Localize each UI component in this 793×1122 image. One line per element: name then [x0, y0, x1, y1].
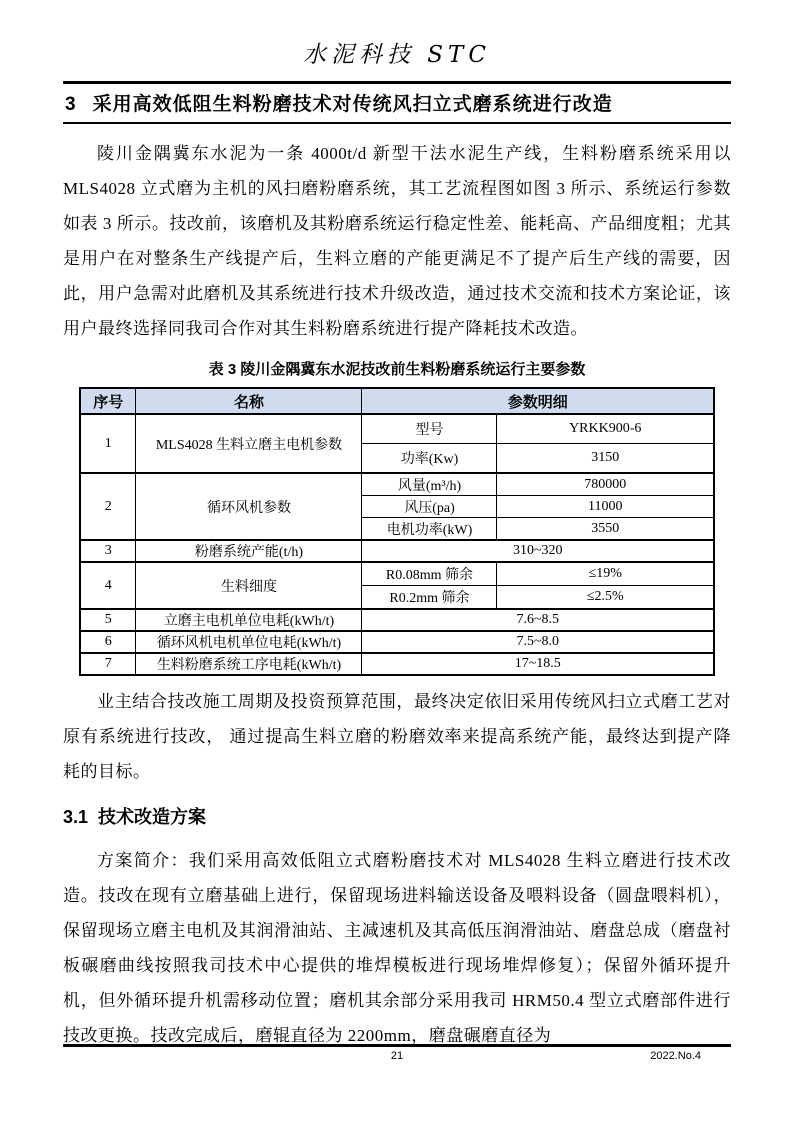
section-heading	[63, 84, 731, 122]
subsection-heading	[63, 801, 731, 831]
paragraph-decision: 业主结合技改施工周期及投资预算范围，最终决定依旧采用传统风扫立式磨工艺对原有系统进行技改， 通过提高生料立磨的粉磨效率来提高系统产能，最终达到提产降耗的目标。	[63, 692, 731, 781]
table-row	[80, 653, 714, 675]
row-name-cell: 生料粉磨系统工序电耗(kWh/t)	[136, 653, 362, 675]
param-value-cell: 7.6~8.5	[362, 609, 714, 631]
parameters-table	[79, 387, 715, 676]
paragraph-plan: 方案简介：我们采用高效低阻立式磨粉磨技术对 MLS4028 生料立磨进行技术改造。技改在现有立磨基础上进行，保留现场进料输送设备及喂料设备（圆盘喂料机），保留现场立磨主电机及其润滑油站、主减速机及其高低压润滑油站、磨盘总成（磨盘衬板碾磨曲线按照我司技术中心提供的堆焊模板进行现场堆焊修复）；保留外循环提升机，但外循环提升机需移动位置；磨机其余部分采用我司 HRM50.4 型立式磨部件进行技改更换。技改完成后，磨辊直径为 2200mm，磨盘碾磨直径为	[63, 851, 731, 1045]
param-label-cell: 型号	[362, 414, 497, 444]
row-name-cell: 循环风机参数	[136, 473, 362, 540]
subsection-number: 3.1	[63, 807, 89, 827]
journal-title: 水泥科技 STC	[302, 42, 491, 68]
issue-number: 2022.No.4	[650, 1050, 701, 1062]
table-row	[80, 414, 714, 444]
row-no-cell: 1	[80, 414, 136, 473]
row-no-cell: 3	[80, 540, 136, 562]
row-no-cell: 4	[80, 562, 136, 609]
row-name-cell: 立磨主电机单位电耗(kWh/t)	[136, 609, 362, 631]
row-no-cell: 6	[80, 631, 136, 653]
table-caption: 表 3 陵川金隅冀东水泥技改前生料粉磨系统运行主要参数	[208, 361, 586, 378]
row-no-cell: 5	[80, 609, 136, 631]
param-value-cell: YRKK900-6	[497, 414, 714, 444]
subsection-title: 技术改造方案	[98, 807, 207, 827]
param-label-cell: 风压(pa)	[362, 496, 497, 518]
param-value-cell: ≤19%	[497, 562, 714, 586]
heading-underline	[63, 122, 731, 124]
footer-divider	[63, 1044, 731, 1047]
param-value-cell: ≤2.5%	[497, 586, 714, 610]
table-header-row	[80, 388, 714, 414]
row-no-cell: 2	[80, 473, 136, 540]
paragraph-intro: 陵川金隅冀东水泥为一条 4000t/d 新型干法水泥生产线，生料粉磨系统采用以 MLS4028 立式磨为主机的风扫磨粉磨系统，其工艺流程图如图 3 所示、系统运行参数如表 3 所示。技改前，该磨机及其粉磨系统运行稳定性差、能耗高、产品细度粗；尤其是用户在对整条生产线提产后，生料立磨的产能更满足不了提产后生产线的需要，因此，用户急需对此磨机及其系统进行技术升级改造，通过技术交流和技术方案论证，该用户最终选择同我司合作对其生料粉磨系统进行提产降耗技术改造。	[63, 144, 731, 338]
page-content	[63, 0, 731, 1053]
param-value-cell: 780000	[497, 473, 714, 496]
table-row	[80, 540, 714, 562]
section-title: 采用高效低阻生料粉磨技术对传统风扫立式磨系统进行改造	[92, 94, 613, 115]
param-label-cell: R0.2mm 筛余	[362, 586, 497, 610]
row-name-cell: MLS4028 生料立磨主电机参数	[136, 414, 362, 473]
row-no-cell: 7	[80, 653, 136, 675]
row-name-cell: 循环风机电机单位电耗(kWh/t)	[136, 631, 362, 653]
header-no-cell: 序号	[80, 388, 136, 414]
param-label-cell: 电机功率(kW)	[362, 518, 497, 541]
table-row	[80, 473, 714, 496]
section-number: 3	[65, 94, 77, 115]
param-value-cell: 17~18.5	[362, 653, 714, 675]
param-value-cell: 3550	[497, 518, 714, 541]
param-label-cell: 风量(m³/h)	[362, 473, 497, 496]
header-name-cell: 名称	[136, 388, 362, 414]
row-name-cell: 生料细度	[136, 562, 362, 609]
param-value-cell: 7.5~8.0	[362, 631, 714, 653]
param-value-cell: 310~320	[362, 540, 714, 562]
param-label-cell: 功率(Kw)	[362, 444, 497, 474]
header-detail-cell: 参数明细	[362, 388, 714, 414]
param-label-cell: R0.08mm 筛余	[362, 562, 497, 586]
page-number: 21	[390, 1050, 404, 1062]
table-row	[80, 562, 714, 586]
table-row	[80, 609, 714, 631]
param-value-cell: 3150	[497, 444, 714, 474]
param-value-cell: 11000	[497, 496, 714, 518]
row-name-cell: 粉磨系统产能(t/h)	[136, 540, 362, 562]
table-row	[80, 631, 714, 653]
